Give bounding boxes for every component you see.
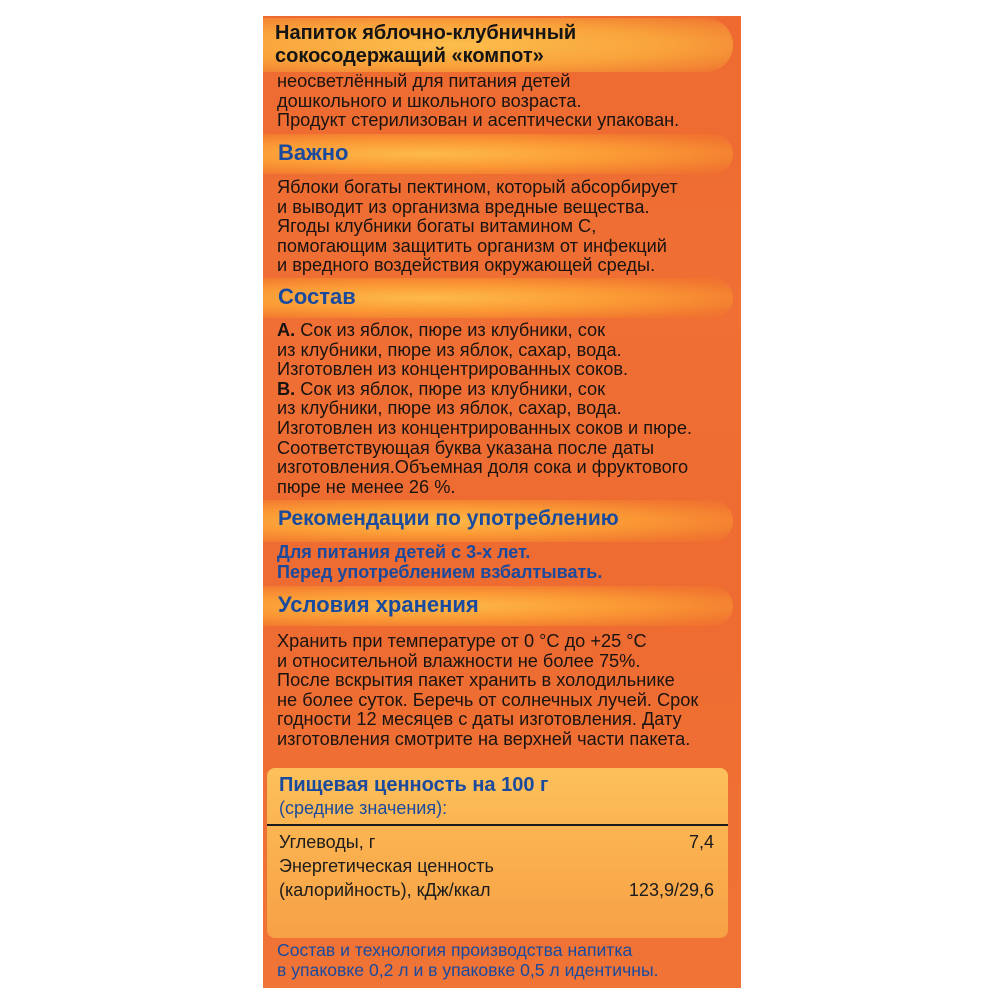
product-title-line-1: Напиток яблочно-клубничный	[275, 22, 577, 44]
important-heading-band	[263, 134, 733, 174]
composition-note-line: Соответствующая буква указана после даты	[277, 437, 655, 458]
composition-text	[277, 321, 692, 497]
intro-line: дошкольного и школьного возраста.	[277, 90, 582, 111]
storage-heading-band	[263, 586, 733, 626]
important-text	[277, 178, 678, 276]
footer-line: в упаковке 0,2 л и в упаковке 0,5 л идентичны.	[277, 960, 659, 980]
product-title-line-2: сокосодержащий «компот»	[275, 45, 544, 67]
recommendation-line: Перед употреблением взбалтывать.	[277, 562, 603, 582]
nutrition-box	[267, 768, 728, 938]
important-heading: Важно	[278, 140, 349, 165]
storage-line: После вскрытия пакет хранить в холодильнике	[277, 670, 675, 691]
nutrition-subtitle: (средние значения):	[279, 798, 448, 818]
composition-a-line-1	[277, 321, 692, 341]
variant-a-letter: А.	[277, 320, 296, 340]
recommendations-text	[277, 542, 602, 582]
storage-text	[277, 632, 698, 750]
carbs-label: Углеводы, г	[279, 832, 376, 852]
recommendations-heading-band	[263, 500, 733, 542]
composition-a-line-3: Изготовлен из концентрированных соков.	[277, 359, 629, 380]
energy-value: 123,9/29,6	[628, 880, 714, 900]
intro-text	[277, 72, 679, 131]
composition-note-line: изготовления.Объемная доля сока и фруктового	[277, 457, 689, 478]
storage-line: годности 12 месяцев с даты изготовления. Дату	[277, 709, 682, 730]
composition-heading-band	[263, 278, 733, 318]
footer-note	[277, 940, 659, 980]
intro-line: Продукт стерилизован и асептически упакован.	[277, 110, 680, 131]
footer-line: Состав и технология производства напитка	[277, 940, 633, 960]
storage-line: Хранить при температуре от 0 °С до +25 °С	[277, 631, 647, 651]
storage-line: изготовления смотрите на верхней части пакета.	[277, 728, 691, 749]
important-line: Ягоды клубники богаты витамином С,	[277, 216, 597, 237]
recommendations-heading: Рекомендации по употреблению	[278, 507, 619, 530]
composition-a-text: Сок из яблок, пюре из клубники, сок	[295, 320, 606, 340]
composition-b-line-3: Изготовлен из концентрированных соков и пюре.	[277, 417, 693, 438]
composition-heading: Состав	[278, 284, 356, 309]
storage-heading: Условия хранения	[278, 592, 479, 617]
carbs-value: 7,4	[688, 832, 714, 852]
important-line: и вредного воздействия окружающей среды.	[277, 255, 656, 276]
intro-line: неосветлённый для питания детей	[277, 71, 571, 91]
recommendation-line: Для питания детей с 3-х лет.	[277, 542, 531, 562]
title-band	[263, 18, 733, 72]
nutrition-divider	[267, 824, 728, 826]
composition-note-line: пюре не менее 26 %.	[277, 476, 456, 497]
product-label-panel	[263, 16, 741, 988]
important-line: и выводит из организма вредные вещества.	[277, 196, 650, 217]
storage-line: и относительной влажности не более 75%.	[277, 650, 641, 671]
product-title	[275, 22, 576, 68]
composition-b-line-1	[277, 380, 692, 400]
composition-b-text: Сок из яблок, пюре из клубники, сок	[295, 378, 606, 399]
energy-label-line-1: Энергетическая ценность	[279, 856, 494, 876]
nutrition-title: Пищевая ценность на 100 г	[279, 774, 549, 796]
storage-line: не более суток. Беречь от солнечных лучей. Срок	[277, 689, 699, 710]
composition-a-line-2: из клубники, пюре из яблок, сахар, вода.	[277, 339, 622, 360]
energy-label-line-2: (калорийность), кДж/ккал	[279, 880, 491, 900]
variant-b-letter: В.	[277, 378, 296, 399]
composition-b-line-2: из клубники, пюре из яблок, сахар, вода.	[277, 398, 622, 419]
important-line: помогающим защитить организм от инфекций	[277, 235, 667, 256]
important-line: Яблоки богаты пектином, который абсорбирует	[277, 177, 678, 197]
